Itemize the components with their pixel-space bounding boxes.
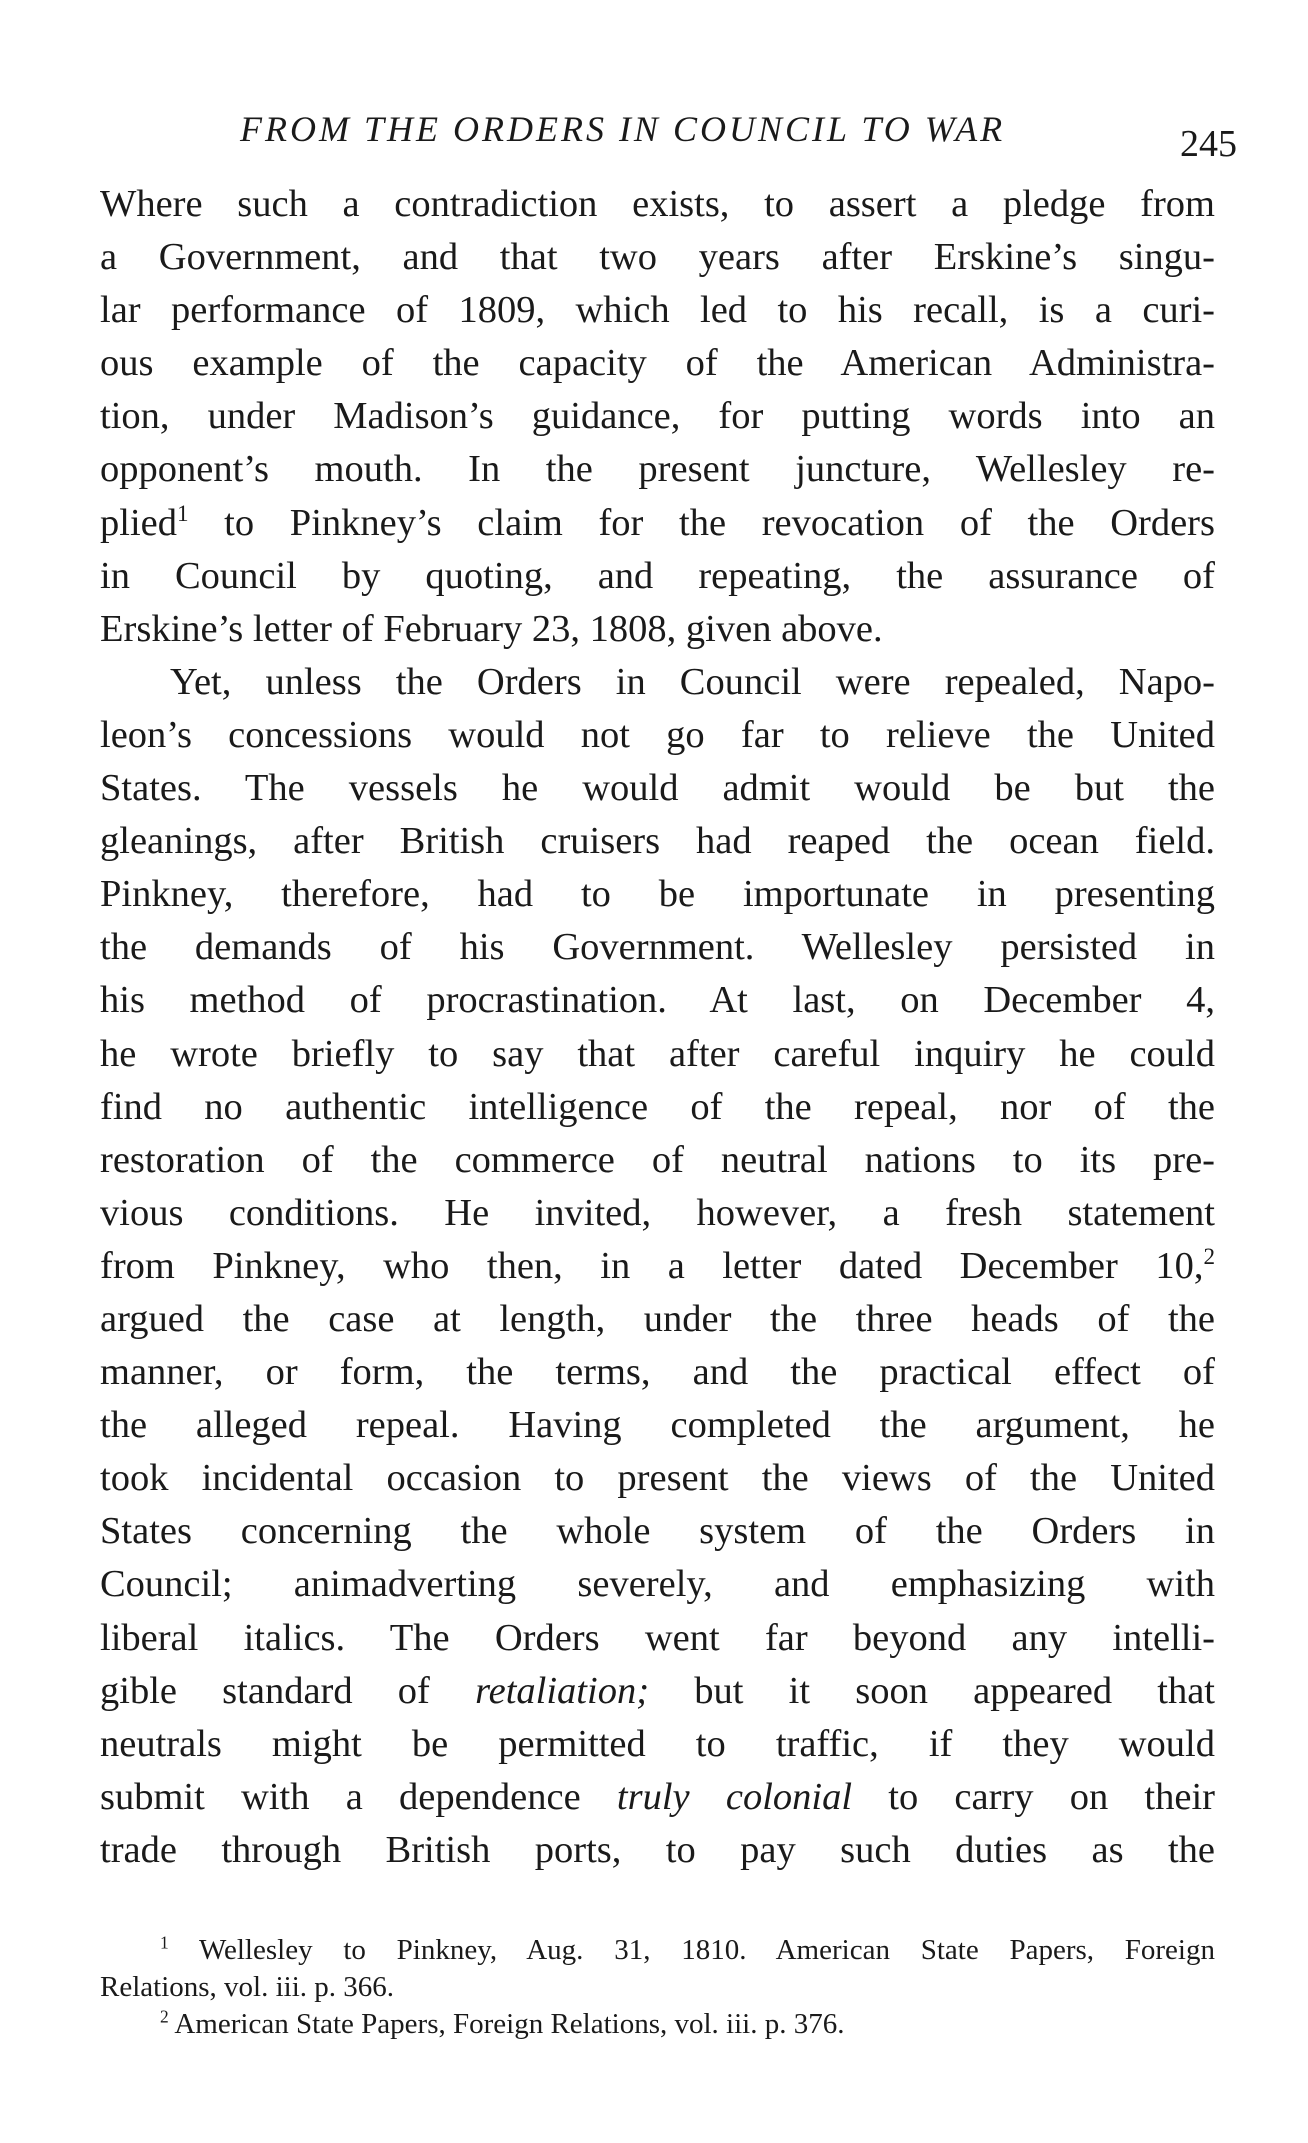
- text-line: States. The vessels he would admit would be but the: [100, 767, 1215, 810]
- text-line: [100, 497, 1215, 550]
- text-line: he wrote briefly to say that after careful inquiry he could: [100, 1032, 1215, 1075]
- text-line: trade through British ports, to pay such duties as the: [100, 1828, 1215, 1871]
- text-segment: gible standard of: [100, 1669, 476, 1712]
- text-line: tion, under Madison’s guidance, for putting words into an: [100, 395, 1215, 438]
- text-line: Where such a contradiction exists, to assert a pledge from: [100, 183, 1215, 225]
- text-line: ous example of the capacity of the American Administra-: [100, 342, 1215, 385]
- italic-emphasis: retaliation;: [475, 1669, 650, 1712]
- text-segment: submit with a dependence: [100, 1775, 617, 1818]
- text-line: leon’s concessions would not go far to relieve the United: [100, 713, 1215, 756]
- text-line: find no authentic intelligence of the repeal, nor of the: [100, 1085, 1215, 1128]
- running-head: FROM THE ORDERS IN COUNCIL TO WAR: [240, 109, 1006, 149]
- text-line: Council; animadverting severely, and emphasizing with: [100, 1563, 1215, 1606]
- text-segment: plied: [100, 501, 177, 544]
- text-segment: but it soon appeared that: [649, 1669, 1215, 1712]
- text-line: States concerning the whole system of the Orders in: [100, 1510, 1215, 1553]
- footnote-ref-1[interactable]: 1: [176, 499, 189, 526]
- text-line: restoration of the commerce of neutral nations to its pre-: [100, 1138, 1215, 1181]
- text-line: gleanings, after British cruisers had reaped the ocean field.: [100, 820, 1215, 863]
- text-line: his method of procrastination. At last, on December 4,: [100, 979, 1215, 1022]
- text-line: the demands of his Government. Wellesley persisted in: [100, 926, 1215, 969]
- text-line: in Council by quoting, and repeating, the assurance of: [100, 554, 1215, 597]
- text-line: [100, 1771, 1215, 1824]
- footnote-1-continued: Relations, vol. iii. p. 366.: [100, 1971, 395, 2003]
- text-line: liberal italics. The Orders went far beyond any intelli-: [100, 1616, 1215, 1659]
- body-text: [100, 178, 1215, 1877]
- text-line: [100, 1665, 1215, 1718]
- text-segment: to carry on their: [852, 1775, 1215, 1818]
- text-line: manner, or form, the terms, and the practical effect of: [100, 1351, 1215, 1394]
- footnote-text: Wellesley to Pinkney, Aug. 31, 1810. American State Papers, Foreign: [198, 1934, 1215, 1966]
- page-number: 245: [1180, 123, 1237, 165]
- text-line: the alleged repeal. Having completed the argument, he: [100, 1404, 1215, 1447]
- footnote-text: American State Papers, Foreign Relations, vol. iii. p. 376.: [174, 2008, 845, 2040]
- text-line: opponent’s mouth. In the present juncture, Wellesley re-: [100, 448, 1215, 491]
- footnote-mark: 2: [160, 2006, 169, 2027]
- italic-emphasis: truly colonial: [616, 1775, 853, 1818]
- text-segment: to Pinkney’s claim for the revocation of the Orders: [188, 501, 1215, 544]
- text-line: neutrals might be permitted to traffic, if they would: [100, 1722, 1215, 1765]
- text-segment: from Pinkney, who then, in a letter dated December 10,: [100, 1244, 1204, 1287]
- text-line: Pinkney, therefore, had to be importunate in presenting: [100, 873, 1215, 916]
- footnote-1: [100, 1932, 1215, 1969]
- footnotes: [100, 1932, 1215, 2043]
- text-line: Yet, unless the Orders in Council were repealed, Napo-: [170, 660, 1215, 703]
- text-line: lar performance of 1809, which led to his recall, is a curi-: [100, 289, 1215, 332]
- text-line: [100, 1240, 1215, 1293]
- text-line: vious conditions. He invited, however, a fresh statement: [100, 1191, 1215, 1234]
- footnote-2: [100, 2006, 1215, 2043]
- text-line: Erskine’s letter of February 23, 1808, given above.: [100, 607, 883, 650]
- footnote-ref-2[interactable]: 2: [1203, 1243, 1215, 1270]
- footnote-mark: 1: [160, 1932, 169, 1953]
- text-line: a Government, and that two years after Erskine’s singu-: [100, 236, 1215, 279]
- text-line: took incidental occasion to present the views of the United: [100, 1457, 1215, 1500]
- text-line: argued the case at length, under the three heads of the: [100, 1297, 1215, 1340]
